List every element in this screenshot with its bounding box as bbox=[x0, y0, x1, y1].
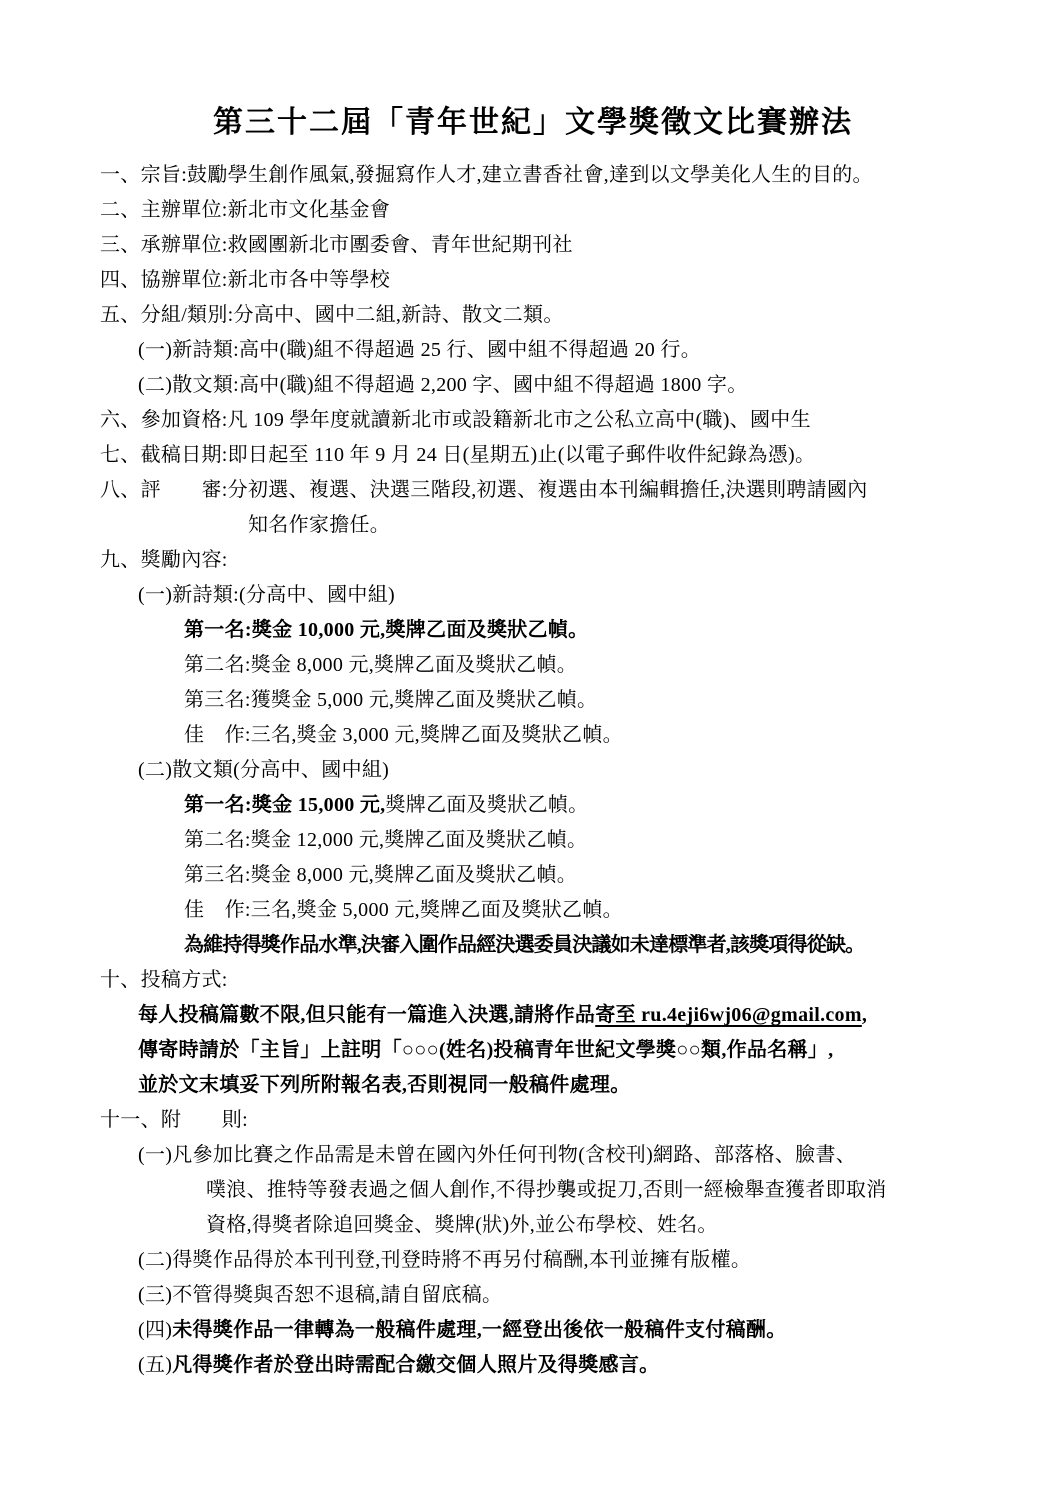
appendix-rule-1-line-1: (一)凡參加比賽之作品需是未曾在國內外任何刊物(含校刊)網路、部落格、臉書、 bbox=[138, 1144, 857, 1166]
submission-instructions-1-pre: 每人投稿篇數不限,但只能有一篇進入決選,請將作品 bbox=[138, 1004, 596, 1026]
poetry-first-prize: 第一名:獎金 10,000 元,獎牌乙面及獎狀乙幀。 bbox=[184, 619, 589, 641]
submission-instructions-1 bbox=[138, 998, 966, 1033]
prose-third-prize: 第三名:獎金 8,000 元,獎牌乙面及獎狀乙幀。 bbox=[184, 864, 578, 886]
submission-instructions-1-post: , bbox=[861, 1004, 868, 1026]
email-link[interactable]: 寄至 ru.4eji6wj06@gmail.com bbox=[595, 1004, 862, 1026]
section-deadline: 七、截稿日期:即日起至 110 年 9 月 24 日(星期五)止(以電子郵件收件紀錄為憑)。 bbox=[100, 444, 816, 466]
poetry-awards-heading: (一)新詩類:(分高中、國中組) bbox=[138, 584, 395, 606]
award-standard-note: 為維持得獎作品水準,決審入圍作品經決選委員決議如未達標準者,該獎項得從缺。 bbox=[184, 934, 865, 956]
judging-continuation: 知名作家擔任。 bbox=[248, 514, 391, 536]
section-submission-heading: 十、投稿方式: bbox=[100, 969, 228, 991]
groups-prose-rule: (二)散文類:高中(職)組不得超過 2,200 字、國中組不得超過 1800 字。 bbox=[138, 374, 748, 396]
prose-first-prize bbox=[184, 788, 966, 823]
appendix-rule-3: (三)不管得獎與否恕不退稿,請自留底稿。 bbox=[138, 1284, 503, 1306]
appendix-rule-4-text: 未得獎作品一律轉為一般稿件處理,一經登出後依一般稿件支付稿酬。 bbox=[172, 1319, 787, 1341]
prose-second-prize: 第二名:獎金 12,000 元,獎牌乙面及獎狀乙幀。 bbox=[184, 829, 588, 851]
poetry-merit-prize: 佳 作:三名,獎金 3,000 元,獎牌乙面及獎狀乙幀。 bbox=[184, 724, 623, 746]
appendix-rule-5 bbox=[138, 1348, 966, 1383]
prose-first-prize-amount: 第一名:獎金 15,000 元, bbox=[184, 794, 386, 816]
appendix-rule-4-marker: (四) bbox=[138, 1319, 173, 1341]
prose-awards-heading: (二)散文類(分高中、國中組) bbox=[138, 759, 390, 781]
poetry-third-prize: 第三名:獲獎金 5,000 元,獎牌乙面及獎狀乙幀。 bbox=[184, 689, 598, 711]
section-organizer: 二、主辦單位:新北市文化基金會 bbox=[100, 199, 391, 221]
submission-instructions-3: 並於文末填妥下列所附報名表,否則視同一般稿件處理。 bbox=[138, 1074, 631, 1096]
poetry-second-prize: 第二名:獎金 8,000 元,獎牌乙面及獎狀乙幀。 bbox=[184, 654, 578, 676]
prose-first-prize-rest: 獎牌乙面及獎狀乙幀。 bbox=[385, 794, 589, 816]
groups-poetry-rule: (一)新詩類:高中(職)組不得超過 25 行、國中組不得超過 20 行。 bbox=[138, 339, 701, 361]
appendix-rule-5-text: 凡得獎作者於登出時需配合繳交個人照片及得獎感言。 bbox=[172, 1354, 660, 1376]
section-eligibility: 六、參加資格:凡 109 學年度就讀新北市或設籍新北市之公私立高中(職)、國中生 bbox=[100, 409, 811, 431]
section-purpose: 一、宗旨:鼓勵學生創作風氣,發掘寫作人才,建立書香社會,達到以文學美化人生的目的。 bbox=[100, 164, 873, 186]
prose-merit-prize: 佳 作:三名,獎金 5,000 元,獎牌乙面及獎狀乙幀。 bbox=[184, 899, 623, 921]
appendix-rule-5-marker: (五) bbox=[138, 1354, 173, 1376]
section-appendix-heading: 十一、附 則: bbox=[100, 1109, 248, 1131]
section-awards-heading: 九、獎勵內容: bbox=[100, 549, 228, 571]
document-title: 第三十二屆「青年世紀」文學獎徵文比賽辦法 bbox=[213, 106, 853, 139]
section-co-organizer: 四、協辦單位:新北市各中等學校 bbox=[100, 269, 391, 291]
submission-instructions-2: 傳寄時請於「主旨」上註明「○○○(姓名)投稿青年世紀文學獎○○類,作品名稱」, bbox=[138, 1039, 834, 1061]
appendix-rule-2: (二)得獎作品得於本刊刊登,刊登時將不再另付稿酬,本刊並擁有版權。 bbox=[138, 1249, 752, 1271]
appendix-rule-1-line-3: 資格,得獎者除追回獎金、獎牌(狀)外,並公布學校、姓名。 bbox=[206, 1214, 718, 1236]
section-judging: 八、評 審:分初選、複選、決選三階段,初選、複選由本刊編輯擔任,決選則聘請國內 bbox=[100, 479, 868, 501]
section-undertaker: 三、承辦單位:救國團新北市團委會、青年世紀期刊社 bbox=[100, 234, 573, 256]
section-groups: 五、分組/類別:分高中、國中二組,新詩、散文二類。 bbox=[100, 304, 564, 326]
appendix-rule-4 bbox=[138, 1313, 966, 1348]
appendix-rule-1-line-2: 噗浪、推特等發表過之個人創作,不得抄襲或捉刀,否則一經檢舉查獲者即取消 bbox=[206, 1179, 887, 1201]
